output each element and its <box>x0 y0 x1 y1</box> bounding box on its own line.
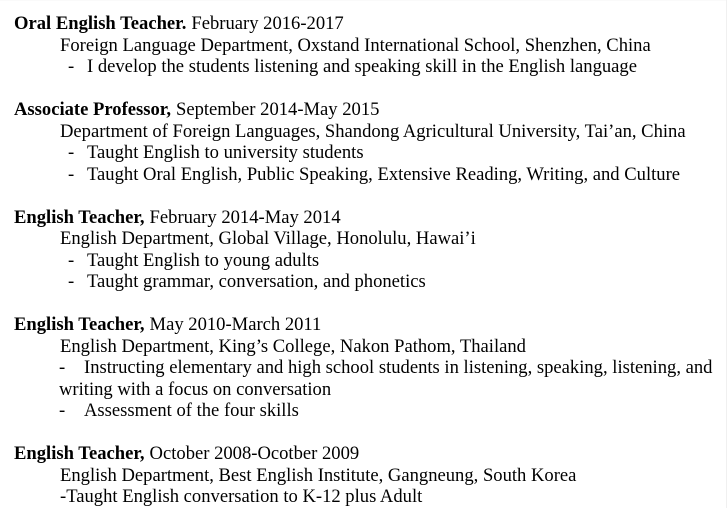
bullet-dash: - <box>68 271 75 292</box>
job-title: English Teacher, <box>14 206 145 228</box>
job-organization: Foreign Language Department, Oxstand International School, Shenzhen, China <box>60 34 651 56</box>
job-title: English Teacher, <box>14 314 145 335</box>
job-bullet <box>14 357 723 400</box>
bullet-dash: - <box>59 357 66 378</box>
job-title-line <box>14 13 723 35</box>
job-dates: September 2014-May 2015 <box>175 99 380 120</box>
job-title: Associate Professor, <box>14 99 171 120</box>
bullet-text: Taught English conversation to K-12 plus Adult <box>66 486 423 507</box>
job-bullet <box>14 271 723 293</box>
bullet-dash: - <box>68 56 75 77</box>
bullet-dash: - <box>60 486 67 507</box>
job-dates: February 2014-May 2014 <box>149 206 341 228</box>
job-dates: February 2016-2017 <box>191 13 344 34</box>
job-title-line <box>14 207 723 229</box>
job-entry-associate-professor <box>14 99 723 185</box>
job-bullet <box>14 486 723 508</box>
job-entry-oral-english-teacher <box>14 13 723 78</box>
job-title-line <box>14 314 723 336</box>
job-title: English Teacher, <box>14 443 145 464</box>
bullet-text: Taught Oral English, Public Speaking, Extensive Reading, Writing, and Culture <box>87 163 681 185</box>
bullet-dash: - <box>68 163 75 185</box>
job-bullet <box>14 400 723 422</box>
job-dates: May 2010-March 2011 <box>149 314 322 335</box>
job-organization: English Department, Best English Institute, Gangneung, South Korea <box>60 464 577 486</box>
bullet-text: Instructing elementary and high school students in listening, speaking, listening, and writing with a focus on conversation <box>59 357 713 400</box>
job-entry-english-teacher-thailand <box>14 314 723 422</box>
bullet-dash: - <box>68 249 75 271</box>
job-title: Oral English Teacher. <box>14 13 187 34</box>
bullet-dash: - <box>59 400 66 421</box>
job-organization: English Department, King’s College, Nakon Pathom, Thailand <box>60 335 526 357</box>
bullet-text: Taught English to university students <box>87 142 364 163</box>
job-organization: English Department, Global Village, Honolulu, Hawai’i <box>60 228 476 249</box>
job-dates: October 2008-Ocotber 2009 <box>149 443 360 464</box>
job-entry-english-teacher-hawaii <box>14 207 723 293</box>
job-bullet <box>14 142 723 164</box>
bullet-text: Assessment of the four skills <box>84 400 299 421</box>
job-title-line <box>14 443 723 465</box>
job-organization: Department of Foreign Languages, Shandong Agricultural University, Tai’an, China <box>60 120 686 142</box>
job-title-line <box>14 99 723 121</box>
job-entry-english-teacher-korea <box>14 443 723 508</box>
bullet-text: Taught grammar, conversation, and phonetics <box>87 271 426 292</box>
bullet-text: I develop the students listening and speaking skill in the English language <box>87 56 637 77</box>
job-bullet <box>14 164 723 186</box>
job-bullet <box>14 56 723 78</box>
bullet-text: Taught English to young adults <box>87 249 320 271</box>
job-bullet <box>14 250 723 272</box>
bullet-dash: - <box>68 142 75 163</box>
